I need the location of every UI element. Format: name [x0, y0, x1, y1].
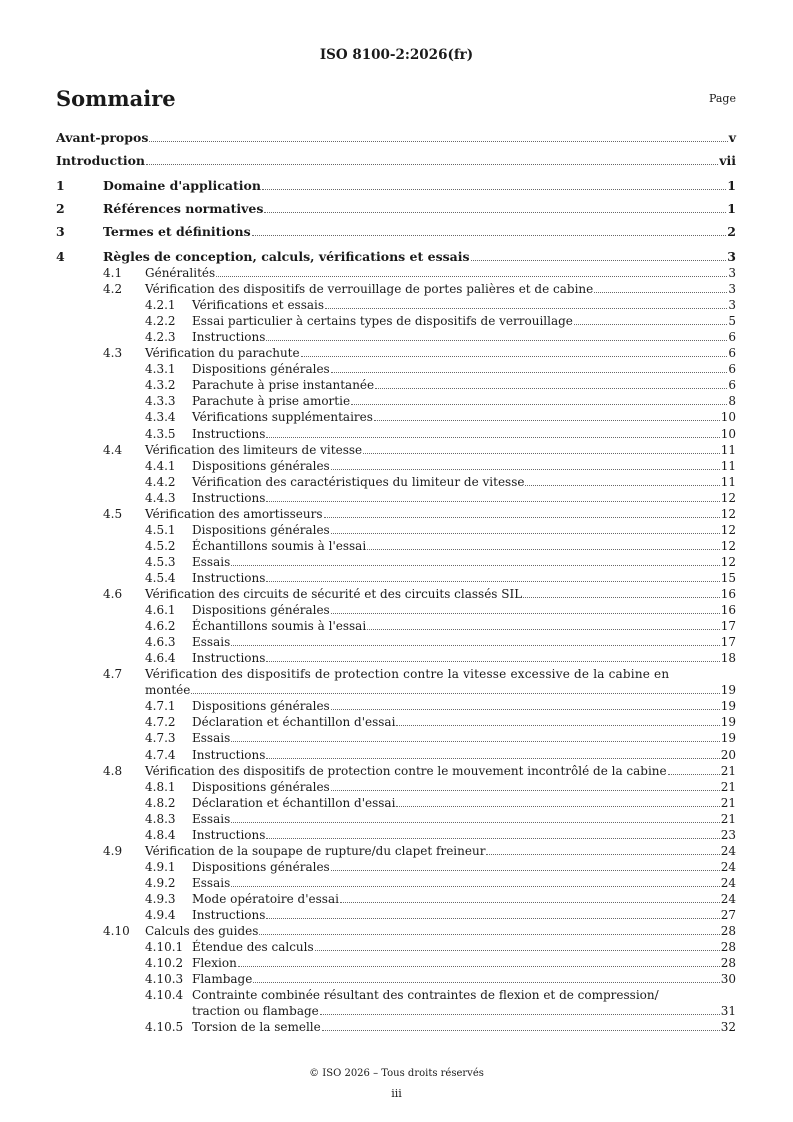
toc-entry-page: 16 [720, 587, 736, 601]
toc-entry-number: 1 [56, 178, 65, 193]
toc-leader-dots [231, 822, 719, 823]
toc-entry-page: 11 [720, 474, 736, 489]
toc-entry-text: Avant-propos [56, 130, 149, 145]
toc-entry-number: 4.8.2 [145, 795, 176, 810]
toc-entry-page: 28 [720, 924, 736, 939]
toc-entry-page: 16 [720, 603, 736, 618]
toc-entry-text: Vérification des limiteurs de vitesse [145, 442, 363, 457]
toc-entry-page: 24 [720, 875, 736, 890]
toc-entry-number: 4.6 [103, 587, 123, 601]
toc-entry-text: Dispositions générales [192, 522, 330, 537]
toc-entry-text: Essais [192, 811, 231, 826]
toc-entry-page: 27 [720, 908, 736, 922]
toc-entry-page: 5 [728, 314, 736, 329]
toc-entry-page: 23 [720, 827, 736, 842]
toc-entry[interactable] [0, 859, 793, 875]
toc-leader-dots [331, 469, 720, 470]
toc-leader-dots [231, 741, 719, 742]
toc-entry-number: 4.4.1 [145, 458, 176, 473]
toc-entry-number: 4.9.1 [145, 859, 176, 874]
toc-leader-dots [668, 774, 720, 775]
toc-entry-page: 2 [727, 224, 736, 239]
toc-entry-text: Instructions [192, 490, 266, 505]
toc-entry[interactable] [0, 554, 793, 570]
toc-entry-text: Références normatives [103, 201, 264, 216]
toc-entry-text: Instructions [192, 330, 266, 345]
toc-entry-text: Essais [192, 554, 231, 569]
toc-entry-page: 21 [720, 779, 736, 794]
toc-entry-number: 4.10.4 [145, 988, 184, 1003]
toc-entry[interactable] [0, 811, 793, 827]
toc-entry-page: 3 [728, 298, 736, 313]
toc-leader-dots [253, 982, 719, 983]
toc-entry-number: 4.6.4 [145, 651, 176, 666]
toc-entry-number: 4.6.3 [145, 635, 176, 650]
toc-entry[interactable] [0, 827, 793, 843]
toc-entry-text: Échantillons soumis à l'essai [192, 538, 367, 553]
toc-entry-page: 19 [720, 699, 736, 714]
toc-entry-page: 12 [720, 522, 736, 537]
toc-entry-number: 4.2.3 [145, 330, 176, 345]
toc-leader-dots [266, 918, 719, 919]
toc-entry-number: 4.3.4 [145, 410, 176, 425]
toc-entry-text: Dispositions générales [192, 458, 330, 473]
toc-entry-text: Parachute à prise amortie [192, 394, 351, 409]
toc-leader-dots [325, 308, 727, 309]
toc-entry-text: Instructions [192, 426, 266, 441]
toc-entry[interactable] [0, 345, 793, 361]
toc-entry-number: 4.8.3 [145, 811, 176, 826]
toc-entry-page: 20 [720, 747, 736, 762]
toc-entry-page: 32 [720, 1020, 736, 1035]
toc-entry-number: 4.2 [103, 282, 123, 297]
toc-entry-text: Essais [192, 635, 231, 650]
toc-leader-dots [146, 164, 718, 165]
toc-leader-dots [375, 388, 727, 389]
toc-entry[interactable] [0, 281, 793, 297]
toc-entry-page: 21 [720, 763, 736, 778]
toc-leader-dots [259, 934, 719, 935]
toc-entry-page: 12 [720, 506, 736, 521]
toc-leader-dots [266, 437, 719, 438]
toc-entry[interactable] [0, 538, 793, 554]
toc-entry-text: Déclaration et échantillon d'essai [192, 715, 396, 730]
toc-leader-dots [266, 758, 719, 759]
toc-entry-number: 4.7.4 [145, 747, 176, 762]
toc-leader-dots [331, 870, 720, 871]
toc-leader-dots [486, 854, 719, 855]
toc-entry-text: Vérification des caractéristiques du limiteur de vitesse [192, 474, 525, 489]
toc-entry[interactable] [0, 490, 793, 506]
toc-entry-number: 4.5.4 [145, 570, 176, 585]
toc-entry-page: 19 [720, 683, 736, 698]
toc-entry[interactable] [0, 955, 793, 971]
toc-entry-page: 31 [720, 1004, 736, 1019]
toc-entry-page: 6 [728, 330, 736, 345]
toc-entry-page: 24 [720, 843, 736, 858]
toc-entry-number: 4.8.1 [145, 779, 176, 794]
toc-entry-number: 4.2.2 [145, 314, 176, 329]
toc-entry-page: 15 [720, 570, 736, 585]
toc-entry[interactable] [0, 506, 793, 522]
toc-leader-dots [523, 597, 720, 598]
toc-entry-text: Généralités [145, 266, 216, 280]
toc-entry-number: 4.10.1 [145, 940, 184, 955]
toc-entry-page: 6 [728, 362, 736, 377]
toc-entry-number: 4.6.2 [145, 619, 176, 634]
toc-entry-number: 4.6.1 [145, 603, 176, 618]
toc-entry[interactable] [0, 522, 793, 538]
toc-entry-text: Vérification des circuits de sécurité et des circuits classés SIL [145, 587, 523, 601]
toc-entry-number: 4 [56, 249, 65, 264]
toc-entry-text: Vérification des dispositifs de verrouillage de portes palières et de cabine [145, 282, 594, 297]
toc-leader-dots [262, 189, 726, 190]
toc-leader-dots [322, 1030, 720, 1031]
toc-entry[interactable] [0, 650, 793, 666]
toc-leader-dots [252, 235, 727, 236]
toc-entry-page: 10 [720, 410, 736, 425]
toc-entry[interactable] [0, 329, 793, 345]
toc-entry[interactable] [0, 923, 793, 939]
toc-entry-text: Instructions [192, 651, 266, 666]
toc-entry-number: 4.5.3 [145, 554, 176, 569]
toc-entry-text: Termes et définitions [103, 224, 251, 239]
toc-entry-page: 12 [720, 554, 736, 569]
toc-leader-dots [266, 581, 719, 582]
toc-leader-dots [331, 533, 720, 534]
toc-entry-number: 4.7.1 [145, 699, 176, 714]
toc-entry-number: 4.10.2 [145, 956, 184, 971]
toc-leader-dots [331, 372, 728, 373]
toc-entry-page: 10 [720, 426, 736, 441]
toc-entry-number: 4.4 [103, 442, 123, 457]
toc-leader-dots [396, 806, 719, 807]
toc-entry-number: 4.10.5 [145, 1020, 184, 1035]
toc-entry[interactable] [0, 779, 793, 795]
toc-entry[interactable] [0, 377, 793, 393]
toc-entry[interactable] [0, 201, 793, 217]
toc-entry-number: 4.10.3 [145, 972, 184, 987]
toc-leader-dots [324, 517, 720, 518]
toc-entry[interactable] [0, 602, 793, 618]
toc-entry[interactable] [0, 891, 793, 907]
toc-entry-page: 1 [727, 201, 736, 216]
toc-entry[interactable] [0, 361, 793, 377]
toc-entry-text: Vérification des dispositifs de protection contre le mouvement incontrôlé de la cabine [145, 763, 667, 778]
toc-entry-text: Instructions [192, 747, 266, 762]
toc-entry-text: Instructions [192, 908, 266, 922]
toc-entry-number: 4.3.3 [145, 394, 176, 409]
toc-entry-number: 4.4.3 [145, 490, 176, 505]
copyright-notice: © ISO 2026 – Tous droits réservés [309, 1068, 484, 1079]
toc-leader-dots [315, 950, 720, 951]
toc-entry-text: Vérification des amortisseurs [145, 506, 323, 521]
toc-leader-dots [231, 565, 719, 566]
toc-entry-text: Dispositions générales [192, 362, 330, 377]
toc-entry-text: Essai particulier à certains types de dispositifs de verrouillage [192, 314, 573, 329]
toc-entry-number: 4.9.3 [145, 891, 176, 906]
toc-entry[interactable] [0, 747, 793, 763]
toc-entry-text: Calculs des guides [145, 924, 259, 939]
toc-entry-text: Instructions [192, 827, 266, 842]
toc-leader-dots [231, 886, 719, 887]
toc-entry-text: Déclaration et échantillon d'essai [192, 795, 396, 810]
toc-entry[interactable] [0, 442, 793, 458]
toc-entry-number: 4.3.1 [145, 362, 176, 377]
toc-entry-page: 24 [720, 891, 736, 906]
toc-leader-dots [238, 966, 720, 967]
toc-entry-number: 4.9.4 [145, 908, 176, 922]
toc-entry-text: Flexion [192, 956, 237, 971]
toc-entry[interactable] [0, 618, 793, 634]
toc-entry-text: Échantillons soumis à l'essai [192, 619, 367, 634]
toc-entry[interactable] [0, 907, 793, 923]
toc-leader-dots [231, 645, 719, 646]
toc-entry-text: Mode opératoire d'essai [192, 891, 339, 906]
page-column-label: Page [708, 92, 736, 105]
toc-entry[interactable] [0, 971, 793, 987]
toc-entry-page: 3 [728, 282, 736, 297]
toc-entry-page: 21 [720, 795, 736, 810]
toc-leader-dots [264, 212, 726, 213]
toc-entry[interactable] [0, 249, 793, 265]
toc-entry[interactable] [0, 570, 793, 586]
toc-leader-dots [340, 902, 720, 903]
toc-entry-page: 17 [720, 619, 736, 634]
toc-leader-dots [320, 1014, 720, 1015]
toc-entry-page: 30 [720, 972, 736, 987]
page-title: Sommaire [56, 86, 176, 111]
toc-entry[interactable] [0, 224, 793, 240]
toc-entry-page: vii [719, 153, 736, 168]
toc-entry[interactable] [0, 634, 793, 650]
toc-leader-dots [266, 661, 719, 662]
toc-entry-number: 4.5.1 [145, 522, 176, 537]
toc-entry-text: Parachute à prise instantanée [192, 378, 375, 393]
toc-entry-text: Flambage [192, 972, 253, 987]
toc-leader-dots [396, 725, 719, 726]
toc-entry[interactable] [0, 130, 793, 146]
toc-entry-text: Torsion de la semelle [192, 1020, 321, 1035]
toc-entry-number: 4.3 [103, 346, 123, 361]
page-number: iii [391, 1087, 402, 1100]
toc-entry[interactable] [0, 393, 793, 409]
toc-entry-number: 4.3.5 [145, 426, 176, 441]
toc-entry-page: 18 [720, 651, 736, 666]
toc-entry-text: Vérification du parachute [145, 346, 300, 361]
toc-entry-number: 2 [56, 201, 65, 216]
toc-entry-text: Vérifications et essais [192, 298, 325, 313]
toc-entry-number: 4.1 [103, 266, 123, 280]
toc-entry-page: 19 [720, 715, 736, 730]
toc-entry-number: 4.10 [103, 924, 130, 939]
toc-entry[interactable] [0, 714, 793, 730]
toc-leader-dots [331, 709, 720, 710]
toc-entry-number: 4.7.2 [145, 715, 176, 730]
toc-entry[interactable] [0, 426, 793, 442]
toc-entry-number: 4.9.2 [145, 875, 176, 890]
toc-leader-dots [266, 501, 719, 502]
document-header: ISO 8100-2:2026(fr) [319, 47, 474, 63]
toc-entry[interactable] [0, 265, 793, 281]
toc-leader-dots [471, 260, 727, 261]
toc-entry-text: Dispositions générales [192, 699, 330, 714]
toc-entry-page: 6 [728, 378, 736, 393]
toc-entry-page: 17 [720, 635, 736, 650]
toc-entry-number: 4.9 [103, 843, 123, 858]
toc-leader-dots [331, 790, 720, 791]
toc-entry-page: 19 [720, 731, 736, 746]
toc-entry-number: 4.2.1 [145, 298, 176, 313]
toc-entry-text: montée [145, 683, 191, 698]
toc-entry-text: Vérification de la soupape de rupture/du clapet freineur [145, 843, 486, 858]
toc-entry-number: 4.4.2 [145, 474, 176, 489]
toc-entry-page: 12 [720, 490, 736, 505]
toc-entry[interactable] [0, 153, 793, 169]
toc-leader-dots [266, 838, 719, 839]
toc-entry[interactable] [0, 795, 793, 811]
toc-entry-text: Vérification des dispositifs de protection contre la vitesse excessive de la cabine en [145, 667, 670, 682]
toc-entry-page: 24 [720, 859, 736, 874]
toc-leader-dots [216, 276, 727, 277]
toc-entry-page: 3 [727, 249, 736, 264]
toc-entry-text: Dispositions générales [192, 859, 330, 874]
toc-entry-page: 28 [720, 956, 736, 971]
toc-entry-page: v [728, 130, 736, 145]
toc-entry-page: 8 [728, 394, 736, 409]
toc-entry[interactable] [0, 297, 793, 313]
toc-leader-dots [149, 141, 727, 142]
toc-entry[interactable] [0, 875, 793, 891]
toc-entry[interactable] [0, 843, 793, 859]
toc-leader-dots [574, 324, 727, 325]
toc-entry-page: 11 [720, 442, 736, 457]
toc-entry-text: Introduction [56, 153, 146, 168]
toc-entry-text: Essais [192, 731, 231, 746]
toc-entry-page: 28 [720, 940, 736, 955]
toc-entry-number: 4.7.3 [145, 731, 176, 746]
toc-entry-number: 4.5.2 [145, 538, 176, 553]
toc-entry-number: 4.5 [103, 506, 123, 521]
toc-entry-text: Règles de conception, calculs, vérifications et essais [103, 249, 470, 264]
toc-entry-number: 4.8.4 [145, 827, 176, 842]
toc-entry-text: Domaine d'application [103, 178, 261, 193]
toc-leader-dots [331, 613, 720, 614]
toc-entry-text: Essais [192, 875, 231, 890]
toc-entry-text: Vérifications supplémentaires [192, 410, 373, 425]
toc-entry[interactable] [0, 763, 793, 779]
toc-leader-dots [363, 453, 720, 454]
toc-entry[interactable] [0, 698, 793, 714]
toc-entry-number: 4.7 [103, 667, 123, 682]
toc-entry[interactable] [0, 458, 793, 474]
toc-entry-page: 12 [720, 538, 736, 553]
toc-leader-dots [351, 404, 727, 405]
toc-entry[interactable] [0, 178, 793, 194]
toc-entry[interactable] [0, 313, 793, 329]
toc-entry[interactable] [0, 474, 793, 490]
toc-leader-dots [367, 549, 720, 550]
toc-leader-dots [301, 356, 728, 357]
toc-entry-page: 1 [727, 178, 736, 193]
toc-entry-text: Instructions [192, 570, 266, 585]
toc-entry[interactable] [0, 1019, 793, 1035]
toc-entry-text: Étendue des calculs [192, 940, 314, 955]
toc-leader-dots [594, 292, 727, 293]
toc-entry-page: 3 [728, 266, 736, 280]
toc-entry-number: 4.3.2 [145, 378, 176, 393]
toc-leader-dots [367, 629, 720, 630]
toc-entry-text: Dispositions générales [192, 779, 330, 794]
toc-entry-page: 21 [720, 811, 736, 826]
toc-entry-number: 3 [56, 224, 65, 239]
toc-entry-page: 6 [728, 346, 736, 361]
toc-entry-text: Contrainte combinée résultant des contraintes de flexion et de compression/ [192, 988, 659, 1003]
toc-leader-dots [525, 485, 719, 486]
toc-entry-text: traction ou flambage [192, 1004, 319, 1019]
toc-entry[interactable] [0, 586, 793, 602]
toc-entry[interactable] [0, 939, 793, 955]
toc-entry-text: Dispositions générales [192, 603, 330, 618]
toc-leader-dots [191, 693, 719, 694]
toc-entry-number: 4.8 [103, 763, 123, 778]
toc-entry[interactable] [0, 409, 793, 425]
toc-entry[interactable] [0, 730, 793, 746]
toc-leader-dots [266, 340, 727, 341]
toc-leader-dots [374, 420, 720, 421]
toc-entry-page: 11 [720, 458, 736, 473]
